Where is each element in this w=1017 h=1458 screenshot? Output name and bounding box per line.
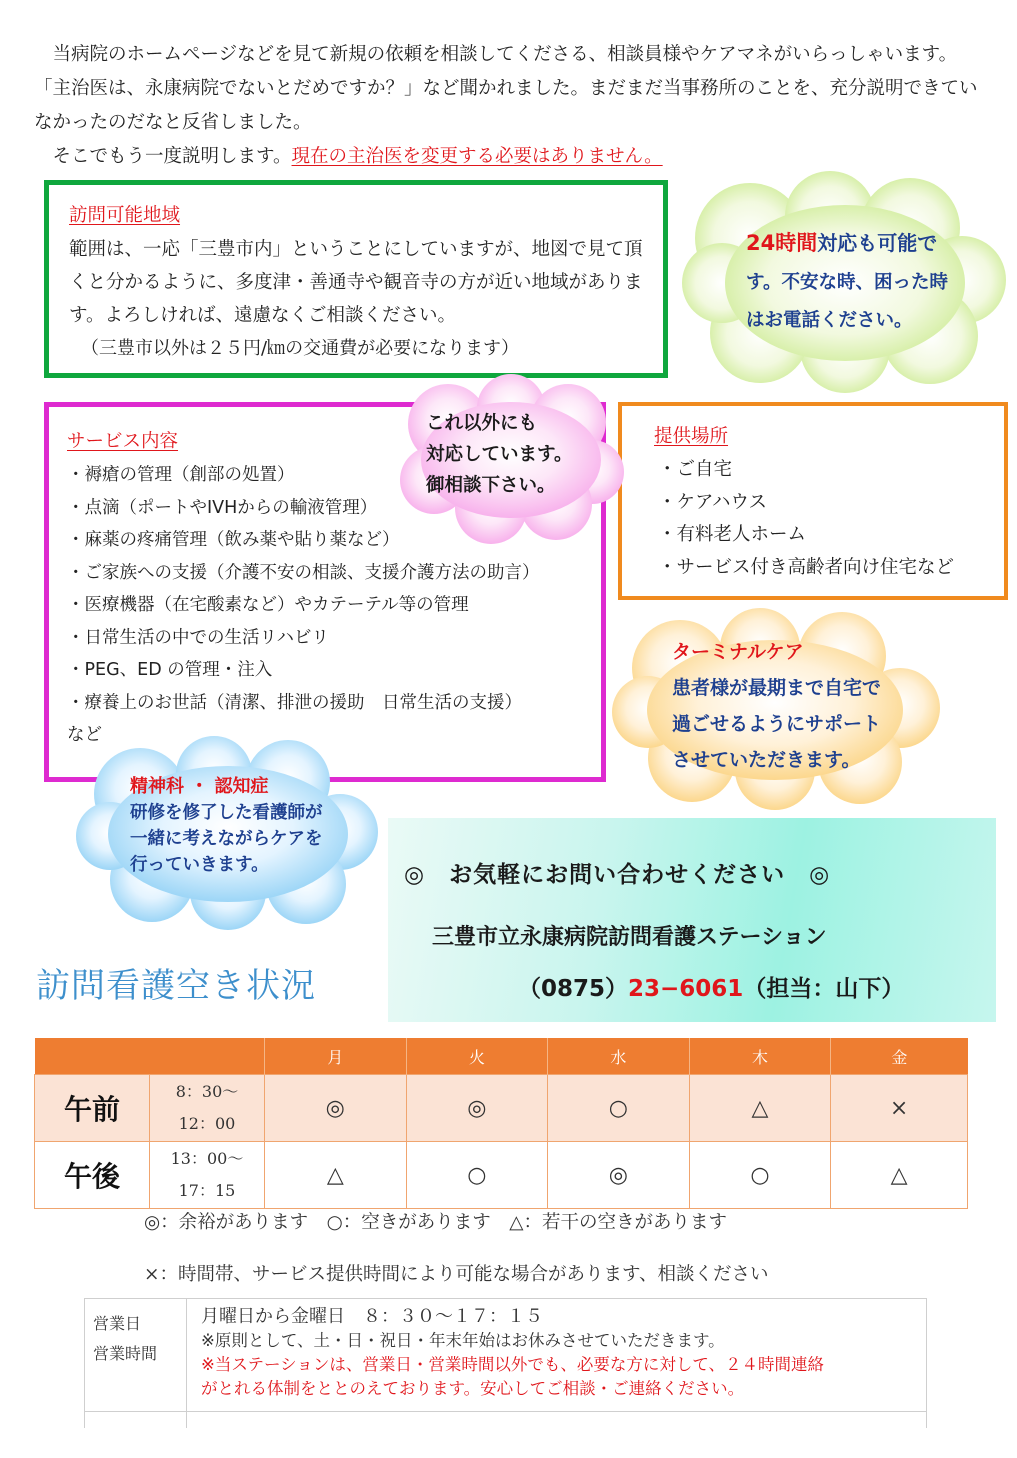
header-day: 金 — [831, 1038, 968, 1075]
period-label: 午前 — [35, 1075, 150, 1142]
contact-box — [388, 818, 996, 1022]
service-area-note: （三豊市以外は２５円/㎞の交通費が必要になります） — [81, 338, 520, 359]
period-time-start: 8：30〜 — [175, 1082, 239, 1101]
availability-cell: × — [831, 1075, 968, 1142]
place-item: ・ サービス付き高齢者向け住宅など — [658, 552, 972, 585]
service-item: ・ 日常生活の中での生活リハビリ — [67, 622, 583, 655]
services-title: サービス内容 — [67, 431, 179, 452]
business-hours-line3: ※当ステーションは、営業日・営業時間以外でも、必要な方に対して、２４時間連絡 — [201, 1355, 825, 1374]
availability-cell: △ — [689, 1075, 831, 1142]
service-item: ・ 医療機器（在宅酸素など）やカテーテル等の管理 — [67, 589, 583, 622]
business-hours-value — [201, 1305, 824, 1401]
cloud-psych-line3: 行っていきます。 — [130, 855, 269, 875]
contact-phone-line — [518, 970, 904, 1003]
cloud-psych-line1: 研修を修了した看護師が — [130, 803, 323, 823]
vacancy-table — [34, 1038, 968, 1209]
availability-cell: ○ — [548, 1075, 690, 1142]
cloud-24h-line2: す。不安な時、困った時 — [746, 272, 949, 293]
contact-phone[interactable]: 23−6061 — [628, 976, 744, 1002]
place-item: ・ 有料老人ホーム — [658, 519, 972, 552]
availability-cell: ◎ — [406, 1075, 548, 1142]
header-blank — [35, 1038, 265, 1075]
header-day: 水 — [548, 1038, 690, 1075]
availability-cell: △ — [265, 1142, 407, 1209]
availability-cell: ◎ — [265, 1075, 407, 1142]
service-item: ・ PEG、ED の管理・注入 — [67, 654, 583, 687]
header-day: 火 — [406, 1038, 548, 1075]
intro-paragraph-1: 当病院のホームページなどを見て新規の依頼を相談してくださる、相談員様やケアマネがいらっしゃいます。「主治医は、永康病院でないとだめですか？」など聞かれました。まだまだ当事務所のことを、充分説明できていなかったのだなと反省しました。 — [34, 44, 978, 133]
service-item: ・ 麻薬の疼痛管理（飲み薬や貼り薬など） — [67, 524, 583, 557]
places-list — [654, 454, 972, 584]
table-divider — [85, 1411, 926, 1412]
cloud-other-line3: 御相談下さい。 — [426, 475, 556, 496]
vacancy-header-row — [35, 1038, 968, 1075]
business-hours-label — [85, 1299, 187, 1428]
table-row-morning — [35, 1075, 968, 1142]
cloud-24h-line1-rest: 対応も可能で — [817, 231, 938, 255]
contact-area-code: （0875） — [518, 976, 629, 1002]
place-item: ・ ケアハウス — [658, 487, 972, 520]
availability-cell: ○ — [406, 1142, 548, 1209]
services-etc: など — [67, 725, 102, 745]
period-time-end: 12：00 — [178, 1114, 236, 1133]
business-day-label: 営業日 — [93, 1314, 142, 1333]
service-area-box — [44, 180, 668, 378]
cloud-psych-text — [130, 774, 323, 878]
period-time-end: 17：15 — [178, 1181, 236, 1200]
business-hours-line1: 月曜日から金曜日 ８：３０〜１７：１５ — [201, 1306, 543, 1327]
service-item: ・ 褥瘡の管理（創部の処置） — [67, 459, 583, 492]
cloud-24h-line3: はお電話ください。 — [746, 310, 913, 331]
table-row-afternoon — [35, 1142, 968, 1209]
cloud-terminal-line1: 患者様が最期まで自宅で — [672, 677, 882, 699]
availability-cell: ○ — [689, 1142, 831, 1209]
cloud-other-line2: 対応しています。 — [426, 444, 573, 465]
places-box — [618, 402, 1008, 600]
cloud-psych-title: 精神科 ・ 認知症 — [130, 776, 269, 797]
service-item: ・ 療養上のお世話（清潔、排泄の援助 日常生活の支援） — [67, 687, 583, 720]
cloud-terminal-line3: させていただきます。 — [672, 749, 861, 771]
cloud-24h-emphasis: 24時間 — [746, 231, 818, 255]
contact-person: （担当：山下） — [743, 976, 905, 1002]
cloud-terminal-line2: 過ごせるようにサポート — [672, 713, 882, 735]
cloud-24h-line1 — [746, 224, 948, 264]
business-hours-table — [84, 1298, 927, 1428]
period-time-start: 13：00〜 — [170, 1149, 244, 1168]
cloud-psych-line2: 一緒に考えながらケアを — [130, 829, 323, 849]
service-item: ・ 点滴（ポートやIVHからの輸液管理） — [67, 492, 583, 525]
service-area-title: 訪問可能地域 — [69, 205, 181, 226]
period-time — [150, 1075, 265, 1142]
contact-headline: ◎ お気軽にお問い合わせください ◎ — [404, 862, 831, 888]
service-area-body: 範囲は、一応「三豊市内」ということにしていますが、地図で見て頂くと分かるように、多度津・善通寺や観音寺の方が近い地域があります。よろしければ、遠慮なくご相談ください。 — [69, 239, 643, 326]
service-item: ・ ご家族への支援（介護不安の相談、支援介護方法の助言） — [67, 557, 583, 590]
vacancy-title: 訪問看護空き状況 — [36, 966, 316, 1006]
cloud-24h-text — [746, 224, 948, 340]
cloud-other-line1: これ以外にも — [426, 413, 538, 434]
header-day: 木 — [689, 1038, 831, 1075]
availability-cell: ◎ — [548, 1142, 690, 1209]
intro-text — [34, 38, 984, 174]
contact-station: 三豊市立永康病院訪問看護ステーション — [432, 925, 827, 950]
intro-paragraph-2-prefix: そこでもう一度説明します。 — [52, 146, 292, 167]
intro-highlight: 現在の主治医を変更する必要はありません。 — [291, 146, 663, 167]
business-time-label: 営業時間 — [93, 1344, 158, 1363]
legend-line-1: ◎：余裕があります ○：空きがあります △：若干の空きがあります — [144, 1212, 728, 1233]
period-label: 午後 — [35, 1142, 150, 1209]
period-time — [150, 1142, 265, 1209]
place-item: ・ ご自宅 — [658, 454, 972, 487]
header-day: 月 — [265, 1038, 407, 1075]
availability-cell: △ — [831, 1142, 968, 1209]
business-hours-line4: がとれる体制をととのえております。安心してご相談・ご連絡ください。 — [201, 1379, 745, 1398]
places-title: 提供場所 — [654, 426, 729, 447]
legend-line-2: ×：時間帯、サービス提供時間により可能な場合があります、相談ください — [144, 1264, 769, 1285]
cloud-terminal-title: ターミナルケア — [672, 641, 804, 663]
cloud-other-text — [426, 408, 573, 501]
business-hours-line2: ※原則として、土・日・祝日・年末年始はお休みさせていただきます。 — [201, 1331, 725, 1350]
cloud-terminal-text — [672, 634, 881, 778]
